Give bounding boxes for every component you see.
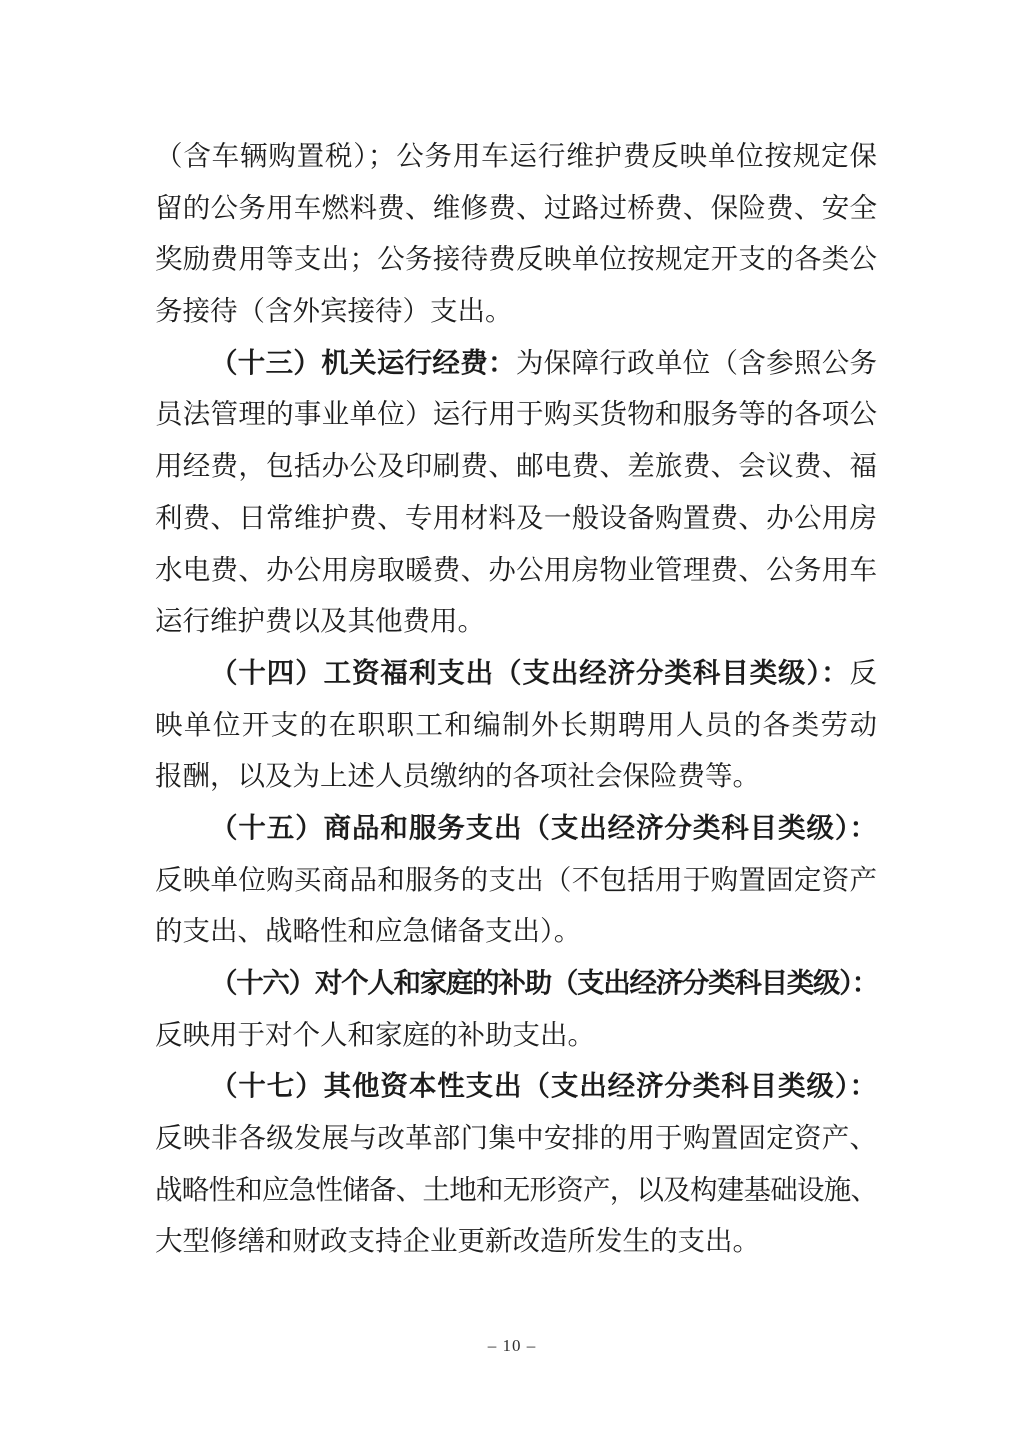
text-line-section-16 [155,957,877,1009]
text-line [155,750,877,802]
text-line [155,595,877,647]
section-heading: （十六）对个人和家庭的补助（支出经济分类科目类级）： [210,967,877,998]
text-line-section-15 [155,802,877,854]
body-text: 战略性和应急性储备、土地和无形资产，以及构建基础设施、 [155,1173,877,1205]
body-text: 反映用于对个人和家庭的补助支出。 [155,1018,595,1050]
section-heading: （十三）机关运行经费： [210,346,516,378]
body-text: （含车辆购置税）；公务用车运行维护费反映单位按规定保 [155,140,877,171]
body-text: 奖励费用等支出；公务接待费反映单位按规定开支的各类公 [155,243,877,275]
document-text-block [155,130,877,1267]
body-text: 水电费、办公用房取暖费、办公用房物业管理费、公务用车 [155,553,877,585]
text-line [155,1215,877,1267]
body-text: 员法管理的事业单位）运行用于购买货物和服务等的各项公 [155,398,877,430]
text-line [155,854,877,906]
text-line [155,440,877,492]
body-text: 反 [849,656,877,688]
text-line [155,492,877,544]
body-text: 大型修缮和财政支持企业更新改造所发生的支出。 [155,1225,760,1257]
text-line [155,699,877,751]
body-text: 反映单位购买商品和服务的支出（不包括用于购置固定资产 [155,863,877,895]
body-text: 留的公务用车燃料费、维修费、过路过桥费、保险费、安全 [155,191,877,223]
text-line-section-14 [155,647,877,699]
body-text: 为保障行政单位（含参照公务 [515,346,877,378]
body-text: 报酬，以及为上述人员缴纳的各项社会保险费等。 [155,760,760,792]
body-text: 利费、日常维护费、专用材料及一般设备购置费、办公用房 [155,501,877,533]
section-heading: （十五）商品和服务支出（支出经济分类科目类级）： [210,811,877,843]
body-text: 用经费，包括办公及印刷费、邮电费、差旅费、会议费、福 [155,450,877,482]
text-line [155,130,877,182]
body-text: 映单位开支的在职职工和编制外长期聘用人员的各类劳动 [155,708,877,740]
body-text: 反映非各级发展与改革部门集中安排的用于购置固定资产、 [155,1122,877,1154]
text-line-section-13 [155,337,877,389]
section-heading: （十七）其他资本性支出（支出经济分类科目类级）： [210,1070,877,1102]
text-line [155,1112,877,1164]
text-line [155,233,877,285]
text-line [155,905,877,957]
section-heading: （十四）工资福利支出（支出经济分类科目类级）： [210,656,850,688]
text-line [155,388,877,440]
text-line [155,1009,877,1061]
text-line [155,544,877,596]
text-line [155,182,877,234]
body-text: 的支出、战略性和应急储备支出）。 [155,915,582,947]
body-text: 务接待（含外宾接待）支出。 [155,295,513,327]
text-line-section-17 [155,1060,877,1112]
text-line [155,285,877,337]
body-text: 运行维护费以及其他费用。 [155,605,485,637]
page-number: – 10 – [487,1336,537,1355]
text-line [155,1164,877,1216]
